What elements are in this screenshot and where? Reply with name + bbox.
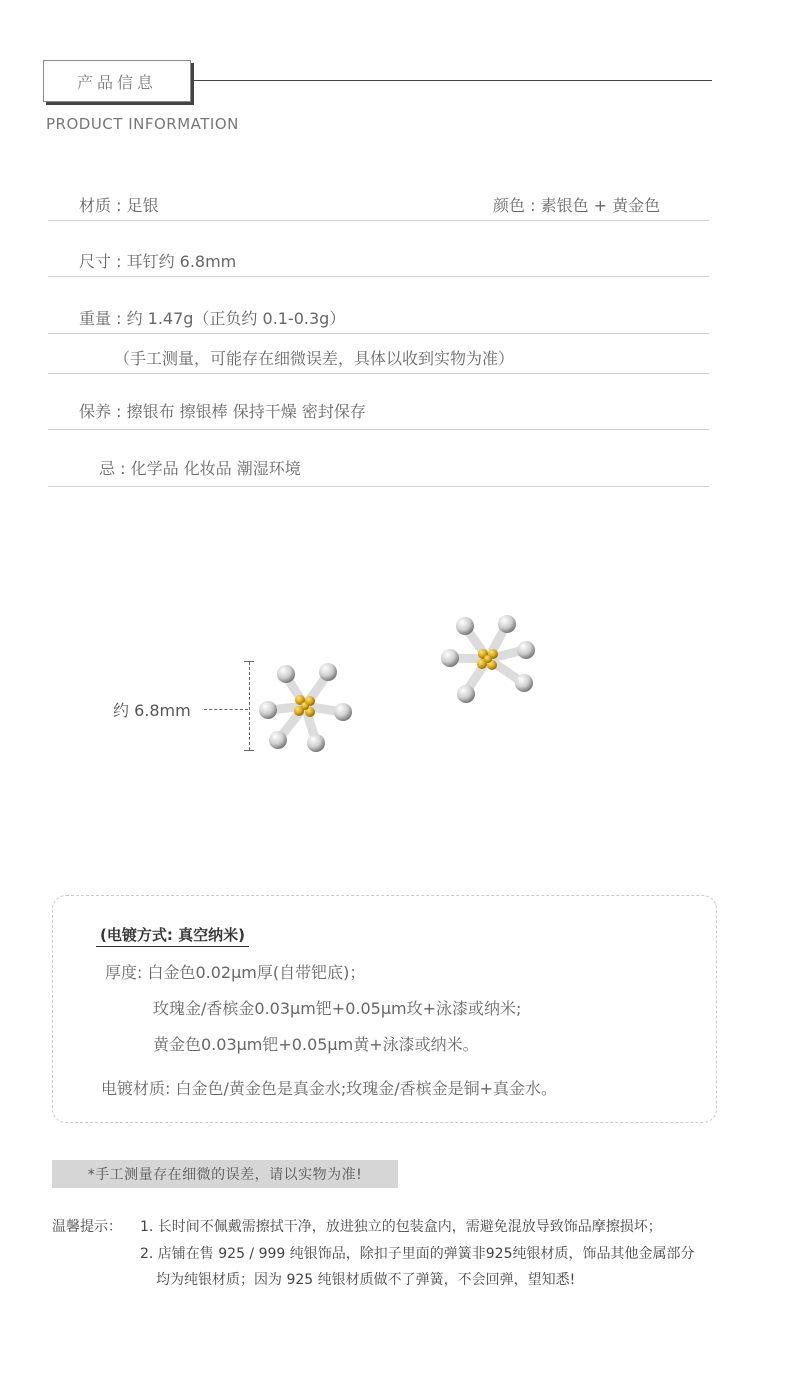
- row-divider: [48, 373, 709, 374]
- section-title-en: PRODUCT INFORMATION: [46, 115, 239, 133]
- dimension-line: [249, 662, 250, 750]
- section-title-box: [43, 60, 191, 102]
- row-divider: [48, 333, 709, 334]
- row-divider: [48, 220, 709, 221]
- row-divider: [48, 486, 709, 487]
- plating-thickness-2: 玫瑰金/香槟金0.03μm钯+0.05μm玫+泳漆或纳米;: [153, 999, 522, 1018]
- section-title-cn: 产品信息: [76, 72, 157, 92]
- dimension-cap-bottom: [244, 750, 254, 751]
- weight-note: （手工测量，可能存在细微误差，具体以收到实物为准）: [114, 349, 515, 368]
- tip-line-3: 均为纯银材质；因为 925 纯银材质做不了弹簧，不会回弹，望知悉!: [156, 1272, 576, 1288]
- tip-line-1: 1. 长时间不佩戴需擦拭干净，放进独立的包装盒内，需避免混放导致饰品摩擦损坏；: [140, 1219, 662, 1235]
- plating-material: 电镀材质: 白金色/黄金色是真金水;玫瑰金/香槟金是铜+真金水。: [101, 1079, 558, 1098]
- dimension-cap-top: [244, 661, 254, 662]
- dimension-leader-line: [204, 709, 248, 710]
- measurement-notice-text: *手工测量存在细微的误差，请以实物为准!: [87, 1167, 363, 1183]
- plating-thickness-3: 黄金色0.03μm钯+0.05μm黄+泳漆或纳米。: [153, 1035, 479, 1054]
- earring-image-angle: [440, 612, 538, 706]
- plating-thickness-1: 厚度: 白金色0.02μm厚(自带钯底)；: [105, 963, 366, 982]
- weight-text: 重量 : 约 1.47g（正负约 0.1-0.3g）: [79, 309, 346, 328]
- plating-title: (电镀方式: 真空纳米): [96, 924, 249, 947]
- tip-line-2: 2. 店铺在售 925 / 999 纯银饰品，除扣子里面的弹簧非925纯银材质，饰品其他金属部分: [140, 1246, 695, 1262]
- avoid-text: 忌 : 化学品 化妆品 潮湿环境: [99, 459, 301, 478]
- care-text: 保养 : 擦银布 擦银棒 保持干燥 密封保存: [79, 402, 366, 421]
- row-divider: [48, 429, 709, 430]
- tips-label: 温馨提示：: [52, 1219, 122, 1235]
- earring-image-front: [256, 660, 354, 752]
- title-divider: [192, 80, 712, 81]
- size-text: 尺寸 : 耳钉约 6.8mm: [79, 252, 237, 271]
- material-text: 材质 : 足银: [79, 196, 159, 215]
- measurement-notice: [52, 1160, 398, 1188]
- row-divider: [48, 276, 709, 277]
- dimension-label: 约 6.8mm: [113, 701, 191, 720]
- color-text: 颜色 : 素银色 + 黄金色: [493, 196, 661, 215]
